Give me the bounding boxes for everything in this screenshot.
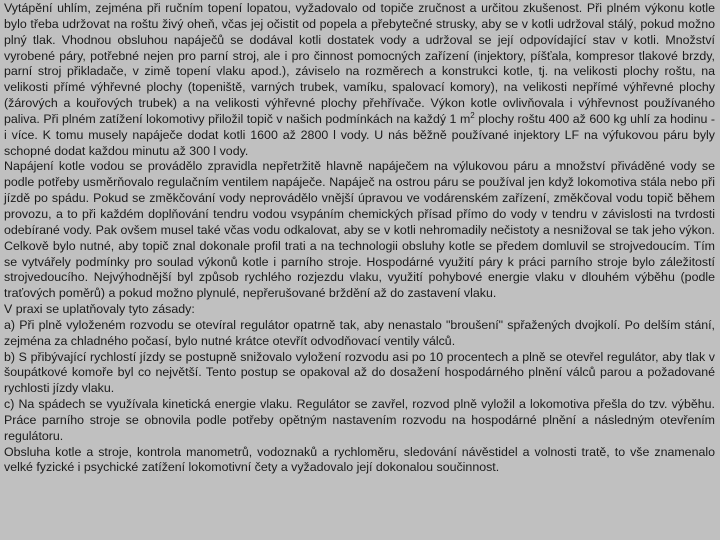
paragraph-principle-a: a) Při plně vyloženém rozvodu se otevíral regulátor opatrně tak, aby nenastalo "broušení" spřažených dvojkolí. Po delším stání, zejména za chladného počasí, bylo nutné krátce otevřít odvodňovací ventily válců. — [4, 317, 715, 348]
document-body — [4, 1, 715, 476]
paragraph-text-continued: plochy roštu 400 až 600 kg uhlí za hodinu - i více. K tomu musely napáječe dodat kotli 1600 až 2800 l vody. U nás běžně používané injektory LF na výfukovou páru byly schopné dodat každou minutu až 300 l vody. — [4, 111, 715, 158]
paragraph-principle-c: c) Na spádech se využívala kinetická energie vlaku. Regulátor se zavřel, rozvod plně vyložil a lokomotiva přešla do tzv. výběhu. Práce parního stroje se obnovila podle potřeby opětným nastavením rozvodu na hospodárné plnění a následným otevřením regulátoru. — [4, 397, 715, 443]
paragraph-principles-intro: V praxi se uplatňovaly tyto zásady: — [4, 302, 195, 317]
paragraph-boiler-heating — [4, 1, 715, 159]
paragraph-water-feeding: Napájení kotle vodou se provádělo zpravidla nepřetržitě hlavně napáječem na výlukovou páru a množství přiváděné vody se podle potřeby usměrňovalo regulačním ventilem napáječe. Napáječ na ostrou páru se používal jen když lokomotiva stála nebo při jízdě po spádu. Pokud se změkčování vody neprovádělo vnější úpravou ve vodárenském zařízení, změkčoval vodu topič během provozu, a to při každém doplňování tendru vodou vsypáním chemických přísad přímo do vody v tendru v závislosti na tvrdosti odebírané vody. Pak ovšem musel také včas vodu odkalovat, aby se v kotli nehromadily nečistoty a nesnižoval se tak jeho výkon. Celkově bylo nutné, aby topič znal dokonale profil trati a na technologii obsluhy kotle se předem domluvil se strojvedoucím. Tím se vytvářely podmínky pro soulad výkonů kotle i parního stroje. Hospodárné využití páry k práci parního stroje bylo záležitostí strojvedoucího. Nejvýhodnější byl způsob rychlého rozjezdu vlaku, využití pohybové energie vlaku v dlouhém výběhu (podle traťových poměrů) a pokud možno plynulé, nepřerušované brždění až do zastavení vlaku. — [4, 159, 715, 301]
paragraph-text: Vytápění uhlím, zejména při ručním topení lopatou, vyžadovalo od topiče zručnost a určitou zkušenost. Při plném výkonu kotle bylo třeba udržovat na roštu živý oheň, včas jej očistit od popela a přebytečné strusky, aby se v kotli udržoval stálý, pokud možno plný tlak. Vhodnou obsluhou napáječů se dodával kotli dostatek vody a udržoval se její odpovídající stav v kotli. Množství vyrobené páry, potřebné nejen pro parní stroj, ale i pro činnost pomocných zařízení (injektory, píšťala, kompresor tlakové brzdy, parní stroj přikladače, v zimě topení vlaku apod.), záviselo na rozměrech a konstrukci kotle, tj. na velikosti plochy roštu, na velikosti přímé výhřevné plochy (topeniště, varných trubek, vamíku, spalovací komory), na velikosti nepřímé výhřevné plochy (žárových a kouřových trubek) a na velikosti výhřevné plochy přehřívače. Výkon kotle ovlivňovala i výhřevnost používaného paliva. Při plném zatížení lokomotivy přiložil topič v našich podmínkách na každý 1 m — [4, 1, 715, 126]
paragraph-principle-b: b) S přibývající rychlostí jízdy se postupně snižovalo vyložení rozvodu asi po 10 procentech a plně se otevřel regulátor, aby tlak v šoupátkové komoře byl co největší. Tento postup se opakoval až do dosažení hospodárného plnění válců parou a požadované rychlosti jízdy vlaku. — [4, 349, 715, 396]
paragraph-crew-workload: Obsluha kotle a stroje, kontrola manometrů, vodoznaků a rychloměru, sledování návěstidel a volnosti tratě, to vše znamenalo velké fyzické i psychické zatížení lokomotivní čety a vyžadovalo její dokonalou součinnost. — [4, 444, 715, 475]
superscript-squared: 2 — [470, 110, 475, 120]
